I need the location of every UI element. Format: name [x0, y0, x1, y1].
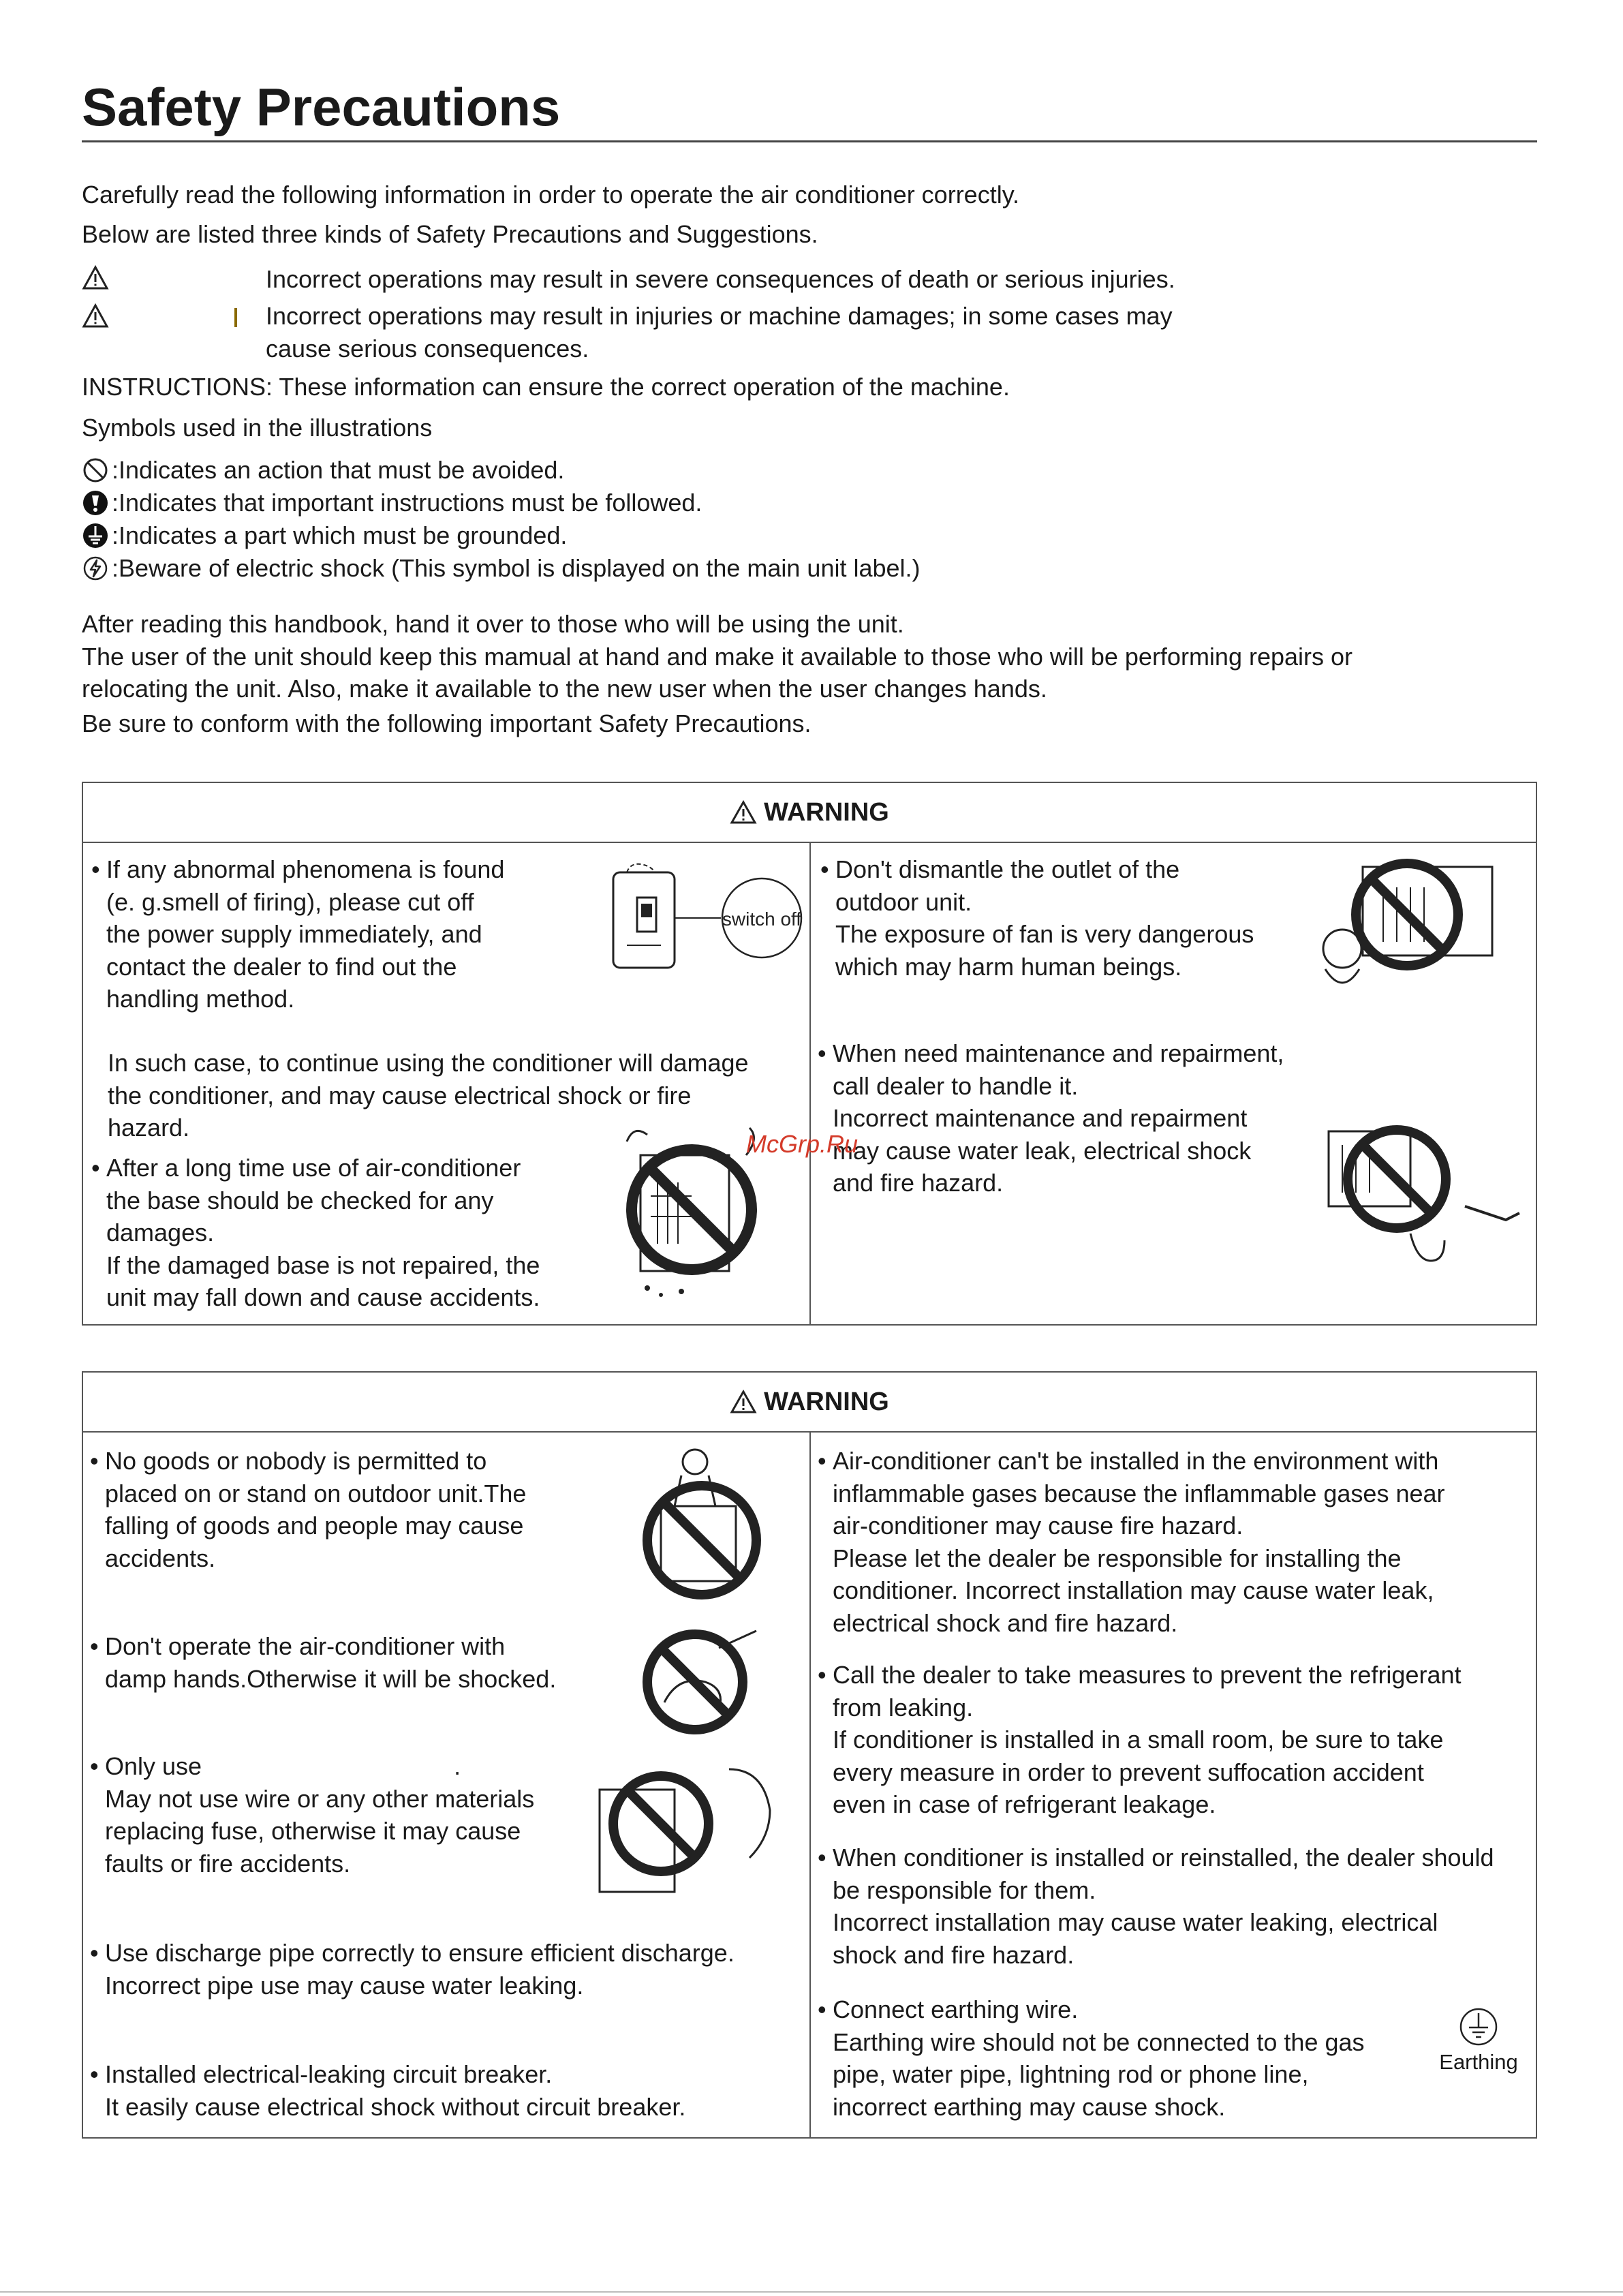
- after-line-4: Be sure to conform with the following important Safety Precautions.: [82, 709, 812, 737]
- fuse-illustration: [593, 1756, 784, 1912]
- box1-item-base-check: • After a long time use of air-conditioner the base should be checked for any damages. If the damaged base is not repaired, the unit may fall down and cause accidents.: [91, 1154, 540, 1311]
- warning-triangle-icon: [730, 1390, 757, 1414]
- box2-item-discharge-pipe: • Use discharge pipe correctly to ensure efficient discharge. Incorrect pipe use may cause water leaking.: [90, 1939, 735, 2000]
- maintenance-illustration: [1322, 1104, 1533, 1274]
- box2-item-no-goods: • No goods or nobody is permitted to placed on or stand on outdoor unit.The falling of goods and people may cause accidents.: [90, 1447, 527, 1572]
- symbol-row-electric-shock: [82, 552, 921, 585]
- box2-item-refrigerant: • Call the dealer to take measures to prevent the refrigerant from leaking. If conditioner is installed in a small room, be sure to take every measure in order to prevent suffocation accident even in case of refrigerant leakage.: [818, 1661, 1462, 1818]
- intro-line-2: Below are listed three kinds of Safety Precautions and Suggestions.: [82, 220, 818, 248]
- caution-description-2: cause serious consequences.: [266, 335, 589, 363]
- symbol-text-electric-shock: :Beware of electric shock (This symbol is displayed on the main unit label.): [112, 554, 921, 582]
- title-rule: [82, 140, 1537, 142]
- symbol-text-ground: :Indicates a part which must be grounded.: [112, 521, 568, 549]
- after-line-3: relocating the unit. Also, make it available to the new user when the user changes hands.: [82, 675, 1047, 703]
- intro-line-1: Carefully read the following information in order to operate the air conditioner correctly.: [82, 181, 1020, 209]
- earthing-label: Earthing: [1439, 2050, 1518, 2074]
- box1-item-maintenance: • When need maintenance and repairment, call dealer to handle it. Incorrect maintenance and repairment may cause water leak, electrical shock and fire hazard.: [818, 1039, 1284, 1197]
- warning-box-1-title: WARNING: [764, 797, 889, 827]
- instructions-line: INSTRUCTIONS: These information can ensure the correct operation of the machine.: [82, 373, 1010, 401]
- box2-item-circuit-breaker: • Installed electrical-leaking circuit breaker. It easily cause electrical shock without circuit breaker.: [90, 2060, 686, 2121]
- switch-off-label: switch off: [722, 908, 802, 930]
- caution-description-1: Incorrect operations may result in injuries or machine damages; in some cases may: [266, 302, 1173, 330]
- no-standing-illustration: [634, 1445, 770, 1602]
- electric-shock-icon: [82, 555, 109, 582]
- caution-mark: [234, 308, 237, 327]
- earthing-icon: [1458, 2006, 1499, 2047]
- warning-box-1-header: [83, 783, 1536, 843]
- warning-box-2-title: WARNING: [764, 1387, 889, 1416]
- after-line-2: The user of the unit should keep this mamual at hand and make it available to those who will be performing repairs or: [82, 643, 1353, 671]
- dismantle-outlet-illustration: [1315, 853, 1506, 1010]
- box1-item-abnormal: • If any abnormal phenomena is found (e. g.smell of firing), please cut off the power supply immediately, and contact the dealer to find out the handling method.: [91, 855, 505, 1013]
- after-line-1: After reading this handbook, hand it over to those who will be using the unit.: [82, 610, 904, 638]
- box2-item-reinstall: • When conditioner is installed or reinstalled, the dealer should be responsible for them. Incorrect installation may cause water leaking, electrical shock and fire hazard.: [818, 1843, 1494, 1969]
- ground-icon: [82, 522, 109, 549]
- symbols-heading: Symbols used in the illustrations: [82, 414, 433, 442]
- watermark: McGrp.Ru: [746, 1130, 859, 1158]
- symbol-text-mandatory: :Indicates that important instructions must be followed.: [112, 489, 702, 517]
- caution-triangle-icon: [82, 303, 109, 330]
- symbol-row-ground: [82, 519, 567, 552]
- prohibition-icon: [82, 457, 109, 484]
- warning-description: Incorrect operations may result in severe consequences of death or serious injuries.: [266, 265, 1175, 293]
- box2-item-earthing: • Connect earthing wire. Earthing wire should not be connected to the gas pipe, water pipe, lightning rod or phone line, incorrect earthing may cause shock.: [818, 1995, 1365, 2121]
- switch-off-illustration: [606, 860, 804, 976]
- page-title: Safety Precautions: [82, 77, 561, 137]
- warning-box-1-divider: [809, 842, 811, 1324]
- symbol-text-prohibition: :Indicates an action that must be avoided.: [112, 456, 565, 484]
- symbol-row-prohibition: [82, 454, 564, 487]
- damaged-base-illustration: [606, 1114, 770, 1305]
- warning-triangle-icon: [730, 800, 757, 825]
- bottom-rule: [0, 2291, 1623, 2293]
- box1-item-outlet: • Don't dismantle the outlet of the outdoor unit. The exposure of fan is very dangerous which may harm human beings.: [820, 855, 1254, 981]
- warning-box-2-header: [83, 1373, 1536, 1433]
- warning-triangle-icon: [82, 264, 109, 292]
- warning-box-2-divider: [809, 1431, 811, 2137]
- box1-item-continue: In such case, to continue using the conditioner will damage the conditioner, and may cause electrical shock or fire hazard.: [108, 1049, 749, 1142]
- damp-hands-illustration: [637, 1627, 760, 1736]
- box2-item-fuse: • Only use . May not use wire or any other materials replacing fuse, otherwise it may cause faults or fire accidents.: [90, 1752, 535, 1878]
- box2-item-damp-hands: • Don't operate the air-conditioner with damp hands.Otherwise it will be shocked.: [90, 1632, 557, 1693]
- box2-item-inflammable-gas: • Air-conditioner can't be installed in the environment with inflammable gases because the inflammable gases near air-conditioner may cause fire hazard. Please let the dealer be responsible for installing the conditioner. Incorrect installation may cause water leak, electrical shock and fire hazard.: [818, 1447, 1445, 1637]
- mandatory-icon: [82, 489, 109, 517]
- symbol-row-mandatory: [82, 487, 702, 519]
